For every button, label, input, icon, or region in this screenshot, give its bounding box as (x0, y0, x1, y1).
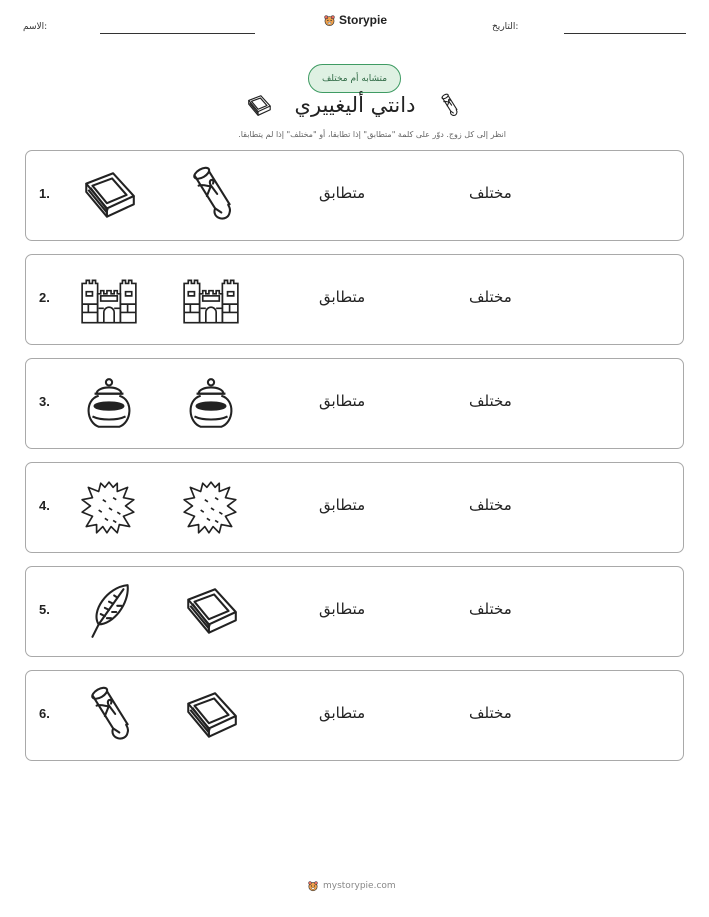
different-option[interactable]: مختلف (469, 392, 512, 410)
name-label: الاسم: (23, 22, 48, 32)
row-number: 3. (39, 394, 50, 409)
storypie-mascot-icon (307, 880, 319, 892)
book-icon (180, 685, 242, 747)
book-icon (78, 165, 140, 227)
pair-row-5 (25, 566, 684, 657)
scroll-icon (78, 685, 140, 747)
pair-row-2 (25, 254, 684, 345)
date-label: التاريخ: (492, 22, 519, 32)
feather-quill-icon (78, 581, 140, 643)
same-option[interactable]: متطابق (319, 600, 366, 618)
row-number: 4. (39, 498, 50, 513)
same-option[interactable]: متطابق (319, 184, 366, 202)
different-option[interactable]: مختلف (469, 496, 512, 514)
pair-row-3 (25, 358, 684, 449)
storypie-logo (323, 13, 387, 27)
jar-icon (78, 373, 140, 435)
footer (307, 880, 396, 892)
same-option[interactable]: متطابق (319, 392, 366, 410)
animal-hide-icon (78, 477, 140, 539)
same-option[interactable]: متطابق (319, 288, 366, 306)
storypie-mascot-icon (323, 14, 336, 27)
castle-icon (180, 269, 242, 331)
date-line (564, 33, 686, 34)
row-number: 2. (39, 290, 50, 305)
instructions: انظر إلى كل زوج. دوّر على كلمة "متطابق" إذا تطابقا، أو "مختلف" إذا لم يتطابقا. (238, 130, 506, 139)
scroll-icon (180, 165, 242, 227)
book-icon (180, 581, 242, 643)
different-option[interactable]: مختلف (469, 184, 512, 202)
scroll-icon (436, 92, 462, 124)
logo-text: Storypie (339, 13, 388, 27)
jar-icon (180, 373, 242, 435)
footer-url[interactable]: mystorypie.com (323, 881, 396, 891)
similar-or-different-badge: متشابه أم مختلف (308, 64, 401, 93)
name-line (100, 33, 255, 34)
page-title: دانتي أليغييري (294, 93, 416, 117)
different-option[interactable]: مختلف (469, 288, 512, 306)
castle-icon (78, 269, 140, 331)
pair-row-1 (25, 150, 684, 241)
same-option[interactable]: متطابق (319, 704, 366, 722)
pair-row-4 (25, 462, 684, 553)
row-number: 5. (39, 602, 50, 617)
row-number: 1. (39, 186, 50, 201)
different-option[interactable]: مختلف (469, 600, 512, 618)
pair-row-6 (25, 670, 684, 761)
different-option[interactable]: مختلف (469, 704, 512, 722)
animal-hide-icon (180, 477, 242, 539)
same-option[interactable]: متطابق (319, 496, 366, 514)
row-number: 6. (39, 706, 50, 721)
